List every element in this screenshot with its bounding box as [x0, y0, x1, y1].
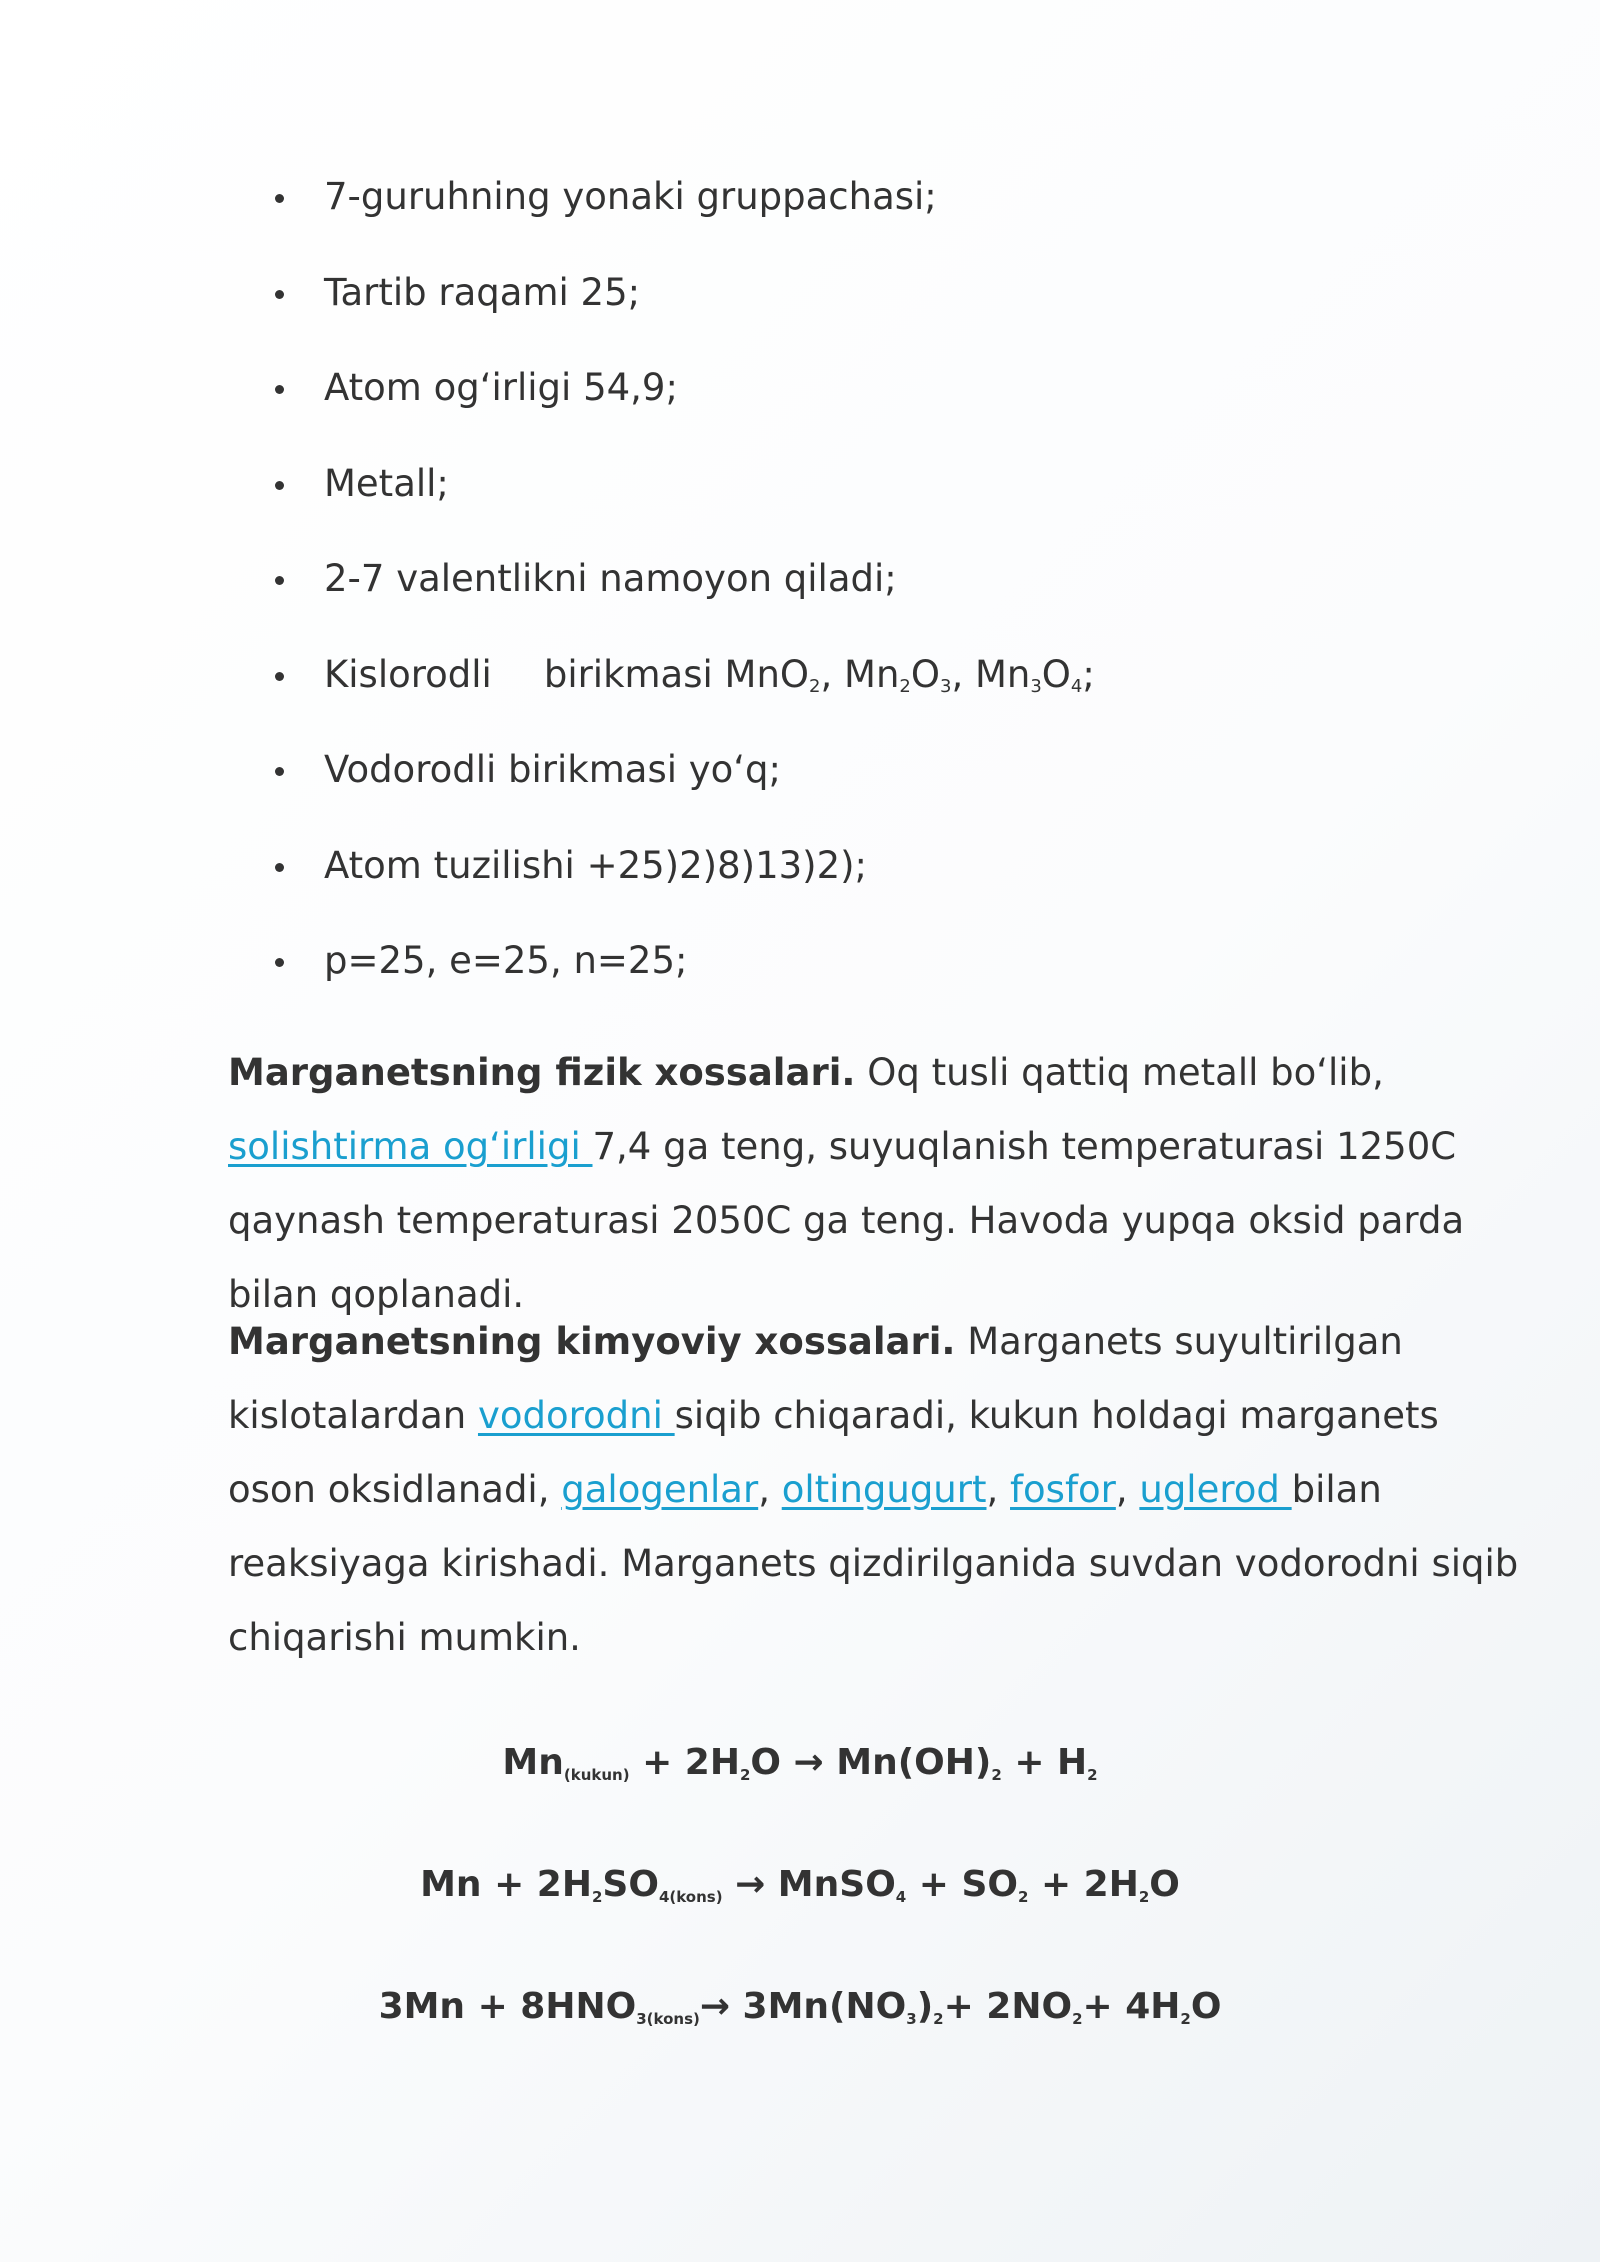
bullet-icon — [275, 672, 284, 681]
link-vodorodni[interactable]: vodorodni — [477, 1394, 675, 1437]
list-item-text: Metall; — [324, 461, 449, 505]
bullet-icon — [275, 194, 284, 203]
list-item — [268, 359, 1095, 455]
equation-mn-water: $Mn_{(kukun)} + 2H_2O \to Mn(OH)_2 + H_2$ — [502, 1742, 1098, 1784]
list-item — [268, 741, 1095, 837]
chemical-properties-heading: Marganetsning kimyoviy xossalari. — [228, 1320, 956, 1363]
bullet-icon — [275, 958, 284, 967]
list-item — [268, 264, 1095, 360]
link-uglerod[interactable]: uglerod — [1139, 1468, 1292, 1511]
bullet-icon — [275, 863, 284, 872]
equation-mn-nitric-acid: $3Mn + 8HNO_{3(kons)}\to 3Mn(NO_3)_2+ 2NO_2+ 4H_2O$ — [378, 1986, 1222, 2028]
list-item — [268, 455, 1095, 551]
element-properties-list — [268, 168, 1095, 1028]
list-item — [268, 168, 1095, 264]
bullet-icon — [275, 576, 284, 585]
list-item-text: Atom og‘irligi 54,9; — [324, 366, 678, 409]
link-galogenlar[interactable]: galogenlar — [561, 1468, 759, 1511]
physical-properties-paragraph: Marganetsning fizik xossalari. Oq tusli qattiq metall bo‘lib, solishtirma og‘irligi 7,4 ga teng, suyuqlanish temperaturasi 1250C qaynash temperaturasi 2050C ga teng. Havoda yupqa oksid parda bilan qoplanadi. — [228, 1051, 1465, 1316]
list-item-oxides — [268, 646, 1095, 742]
oxide-label: Kislorodli — [324, 652, 492, 696]
bullet-icon — [275, 481, 284, 490]
link-oltingugurt[interactable]: oltingugurt — [781, 1468, 987, 1511]
oxide-formula: birikmasi MnO$_2$, $Mn_2O_3$, $Mn_3O_4$; — [543, 652, 1095, 697]
bullet-icon — [275, 767, 284, 776]
list-item — [268, 932, 1095, 1028]
list-item-text: Tartib raqami 25; — [324, 270, 641, 314]
bullet-icon — [275, 290, 284, 299]
equation-mn-sulfuric-acid: $Mn + 2H_2SO_{4(kons)}$ → MnSO$_4$ + $SO_2 + 2H_2O$ — [420, 1864, 1180, 1906]
list-item-text: Atom tuzilishi +25)2)8)13)2); — [324, 843, 868, 887]
list-item — [268, 837, 1095, 933]
link-fosfor[interactable]: fosfor — [1010, 1468, 1116, 1511]
list-item-text: Vodorodli birikmasi yo‘q; — [324, 748, 782, 791]
link-solishtirma-ogirligi[interactable]: solishtirma og‘irligi — [228, 1125, 593, 1168]
physical-properties-heading: Marganetsning fizik xossalari. — [228, 1051, 856, 1094]
list-item — [268, 550, 1095, 646]
list-item-text: 7-guruhning yonaki gruppachasi; — [324, 175, 937, 218]
list-item-text: 2-7 valentlikni namoyon qiladi; — [324, 557, 897, 600]
list-item-text: p=25, e=25, n=25; — [324, 939, 688, 982]
bullet-icon — [275, 385, 284, 394]
chemical-properties-paragraph: Marganetsning kimyoviy xossalari. Marganets suyultirilgan kislotalardan vodorodni siqib chiqaradi, kukun holdagi marganets oson oksidlanadi, galogenlar, oltingugurt, fosfor, uglerod bilan reaksiyaga kirishadi. Marganets qizdirilganida suvdan vodorodni siqib chiqarishi mumkin. — [228, 1320, 1519, 1659]
